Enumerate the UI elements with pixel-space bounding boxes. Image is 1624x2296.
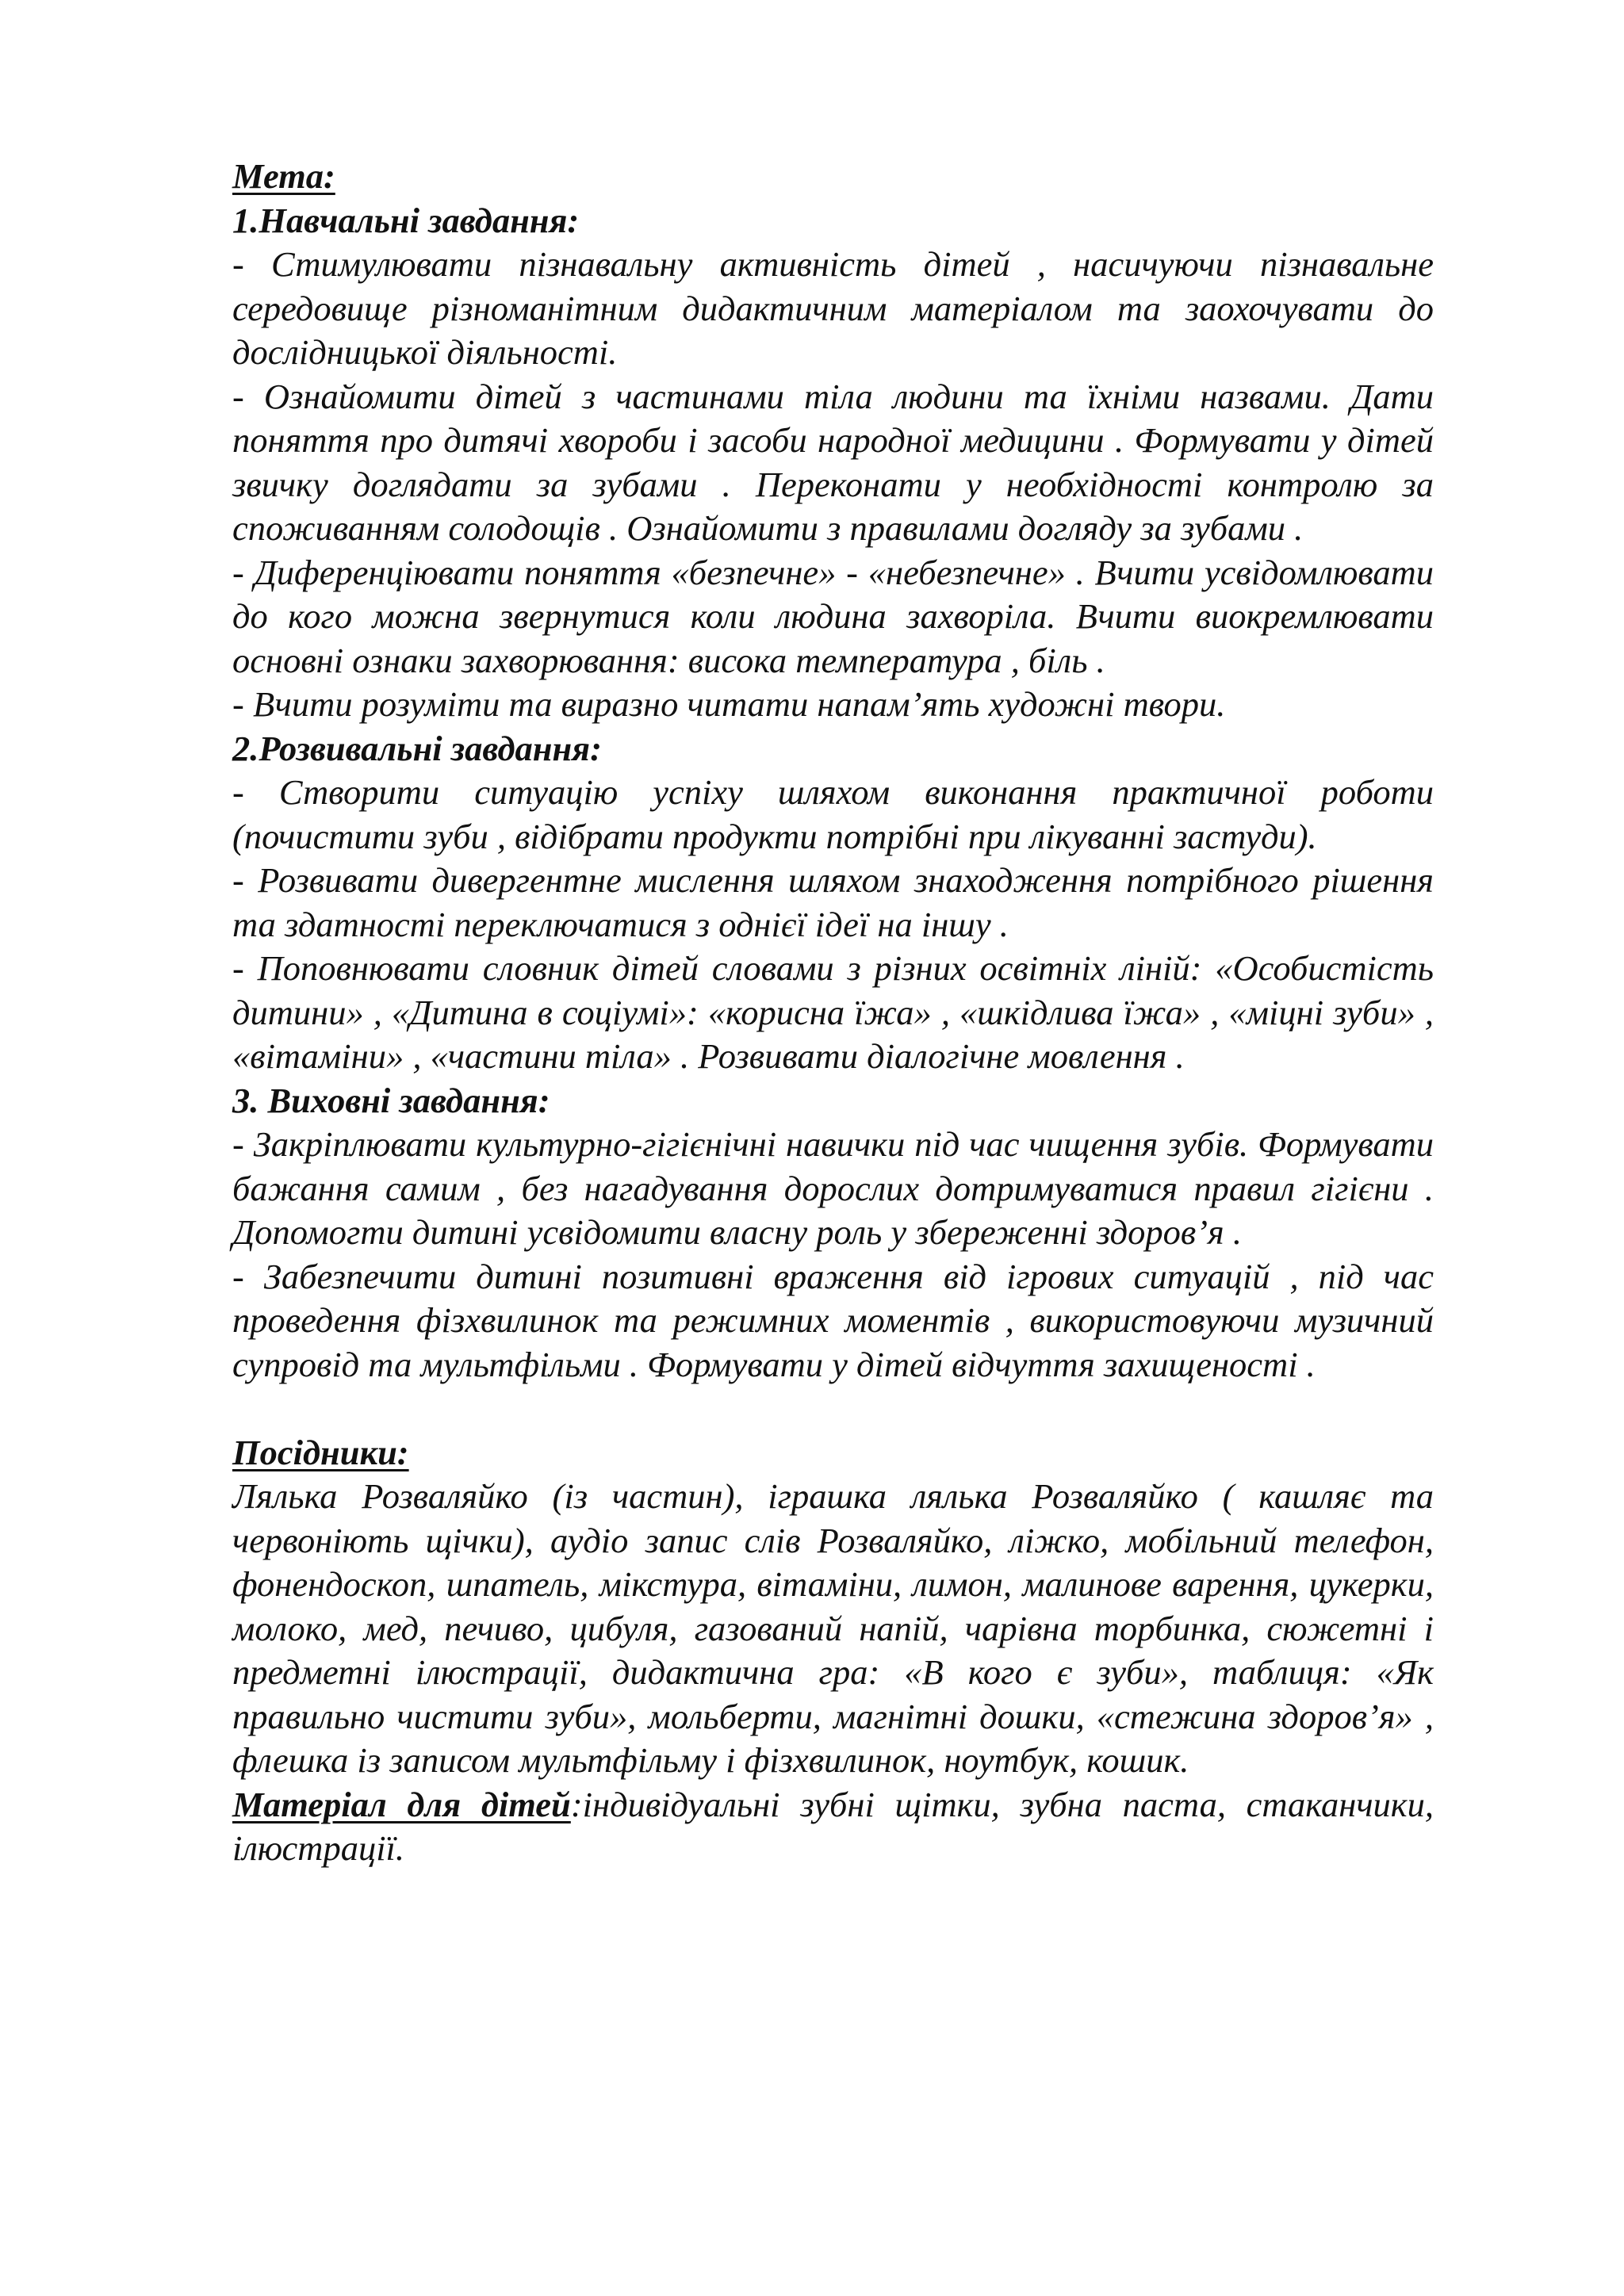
section2-heading: 2.Розвивальні завдання: bbox=[232, 728, 602, 768]
children-materials-label: Матеріал для дітей bbox=[232, 1784, 571, 1824]
section2-paragraph: - Створити ситуацію успіху шляхом виконання практичної роботи (почистити зуби , відібрати продукти потрібні при лікуванні застуди). bbox=[232, 772, 1434, 856]
materials-text: Лялька Розваляйко (із частин), іграшка лялька Розваляйко ( кашляє та червоніють щічки), аудіо запис слів Розваляйко, ліжко, мобільний телефон, фонендоскоп, шпатель, мікстура, вітаміни, лимон, малинове варення, цукерки, молоко, мед, печиво, цибуля, газований напій, чарівна торбинка, сюжетні і предметні ілюстрації, дидактична гра: «В кого є зуби», таблиця: «Як правильно чистити зуби», мольберти, магнітні дошки, «стежина здоров’я» , флешка із записом мультфільму і фізхвилинок, ноутбук, кошик. bbox=[232, 1476, 1434, 1780]
section3-heading: 3. Виховні завдання: bbox=[232, 1080, 550, 1120]
section1-paragraph: - Вчити розуміти та виразно читати напам’ять художні твори. bbox=[232, 684, 1226, 724]
section3-paragraph: - Закріплювати культурно-гігієнічні навички під час чищення зубів. Формувати бажання самим , без нагадування дорослих дотримуватися правил гігієни . Допомогти дитині усвідомити власну роль у збереженні здоров’я . bbox=[232, 1124, 1434, 1252]
section1-heading: 1.Навчальні завдання: bbox=[232, 200, 580, 240]
section1-paragraph: - Ознайомити дітей з частинами тіла людини та їхніми назвами. Дати поняття про дитячі хвороби і засоби народної медицини . Формувати у дітей звичку доглядати за зубами . Переконати у необхідності контролю за споживанням солодощів . Ознайомити з правилами догляду за зубами . bbox=[232, 376, 1434, 548]
goal-heading: Мета: bbox=[232, 156, 335, 196]
section1-paragraph: - Стимулювати пізнавальну активність дітей , насичуючи пізнавальне середовище різноманітним дидактичним матеріалом та заохочувати до дослідницької діяльності. bbox=[232, 244, 1434, 372]
children-materials-text: :індивідуальні зубні щітки, зубна паста, стаканчики, ілюстрації. bbox=[232, 1784, 1434, 1868]
section2-paragraph: - Розвивати дивергентне мислення шляхом знаходження потрібного рішення та здатності переключатися з однієї ідеї на іншу . bbox=[232, 860, 1434, 944]
document-page bbox=[232, 155, 1434, 1871]
section3-paragraph: - Забезпечити дитині позитивні враження від ігрових ситуацій , під час проведення фізхвилинок та режимних моментів , використовуючи музичний супровід та мультфільми . Формувати у дітей відчуття захищеності . bbox=[232, 1256, 1434, 1384]
materials-heading: Посідники: bbox=[232, 1432, 409, 1472]
blank-line bbox=[232, 1387, 1434, 1431]
section1-paragraph: - Диференціювати поняття «безпечне» - «небезпечне» . Вчити усвідомлювати до кого можна звернутися коли людина захворіла. Вчити виокремлювати основні ознаки захворювання: висока температура , біль . bbox=[232, 552, 1434, 680]
children-materials bbox=[232, 1783, 1434, 1871]
section2-paragraph: - Поповнювати словник дітей словами з різних освітніх ліній: «Особистість дитини» , «Дитина в соціумі»: «корисна їжа» , «шкідлива їжа» , «міцні зуби» , «вітаміни» , «частини тіла» . Розвивати діалогічне мовлення . bbox=[232, 948, 1434, 1076]
